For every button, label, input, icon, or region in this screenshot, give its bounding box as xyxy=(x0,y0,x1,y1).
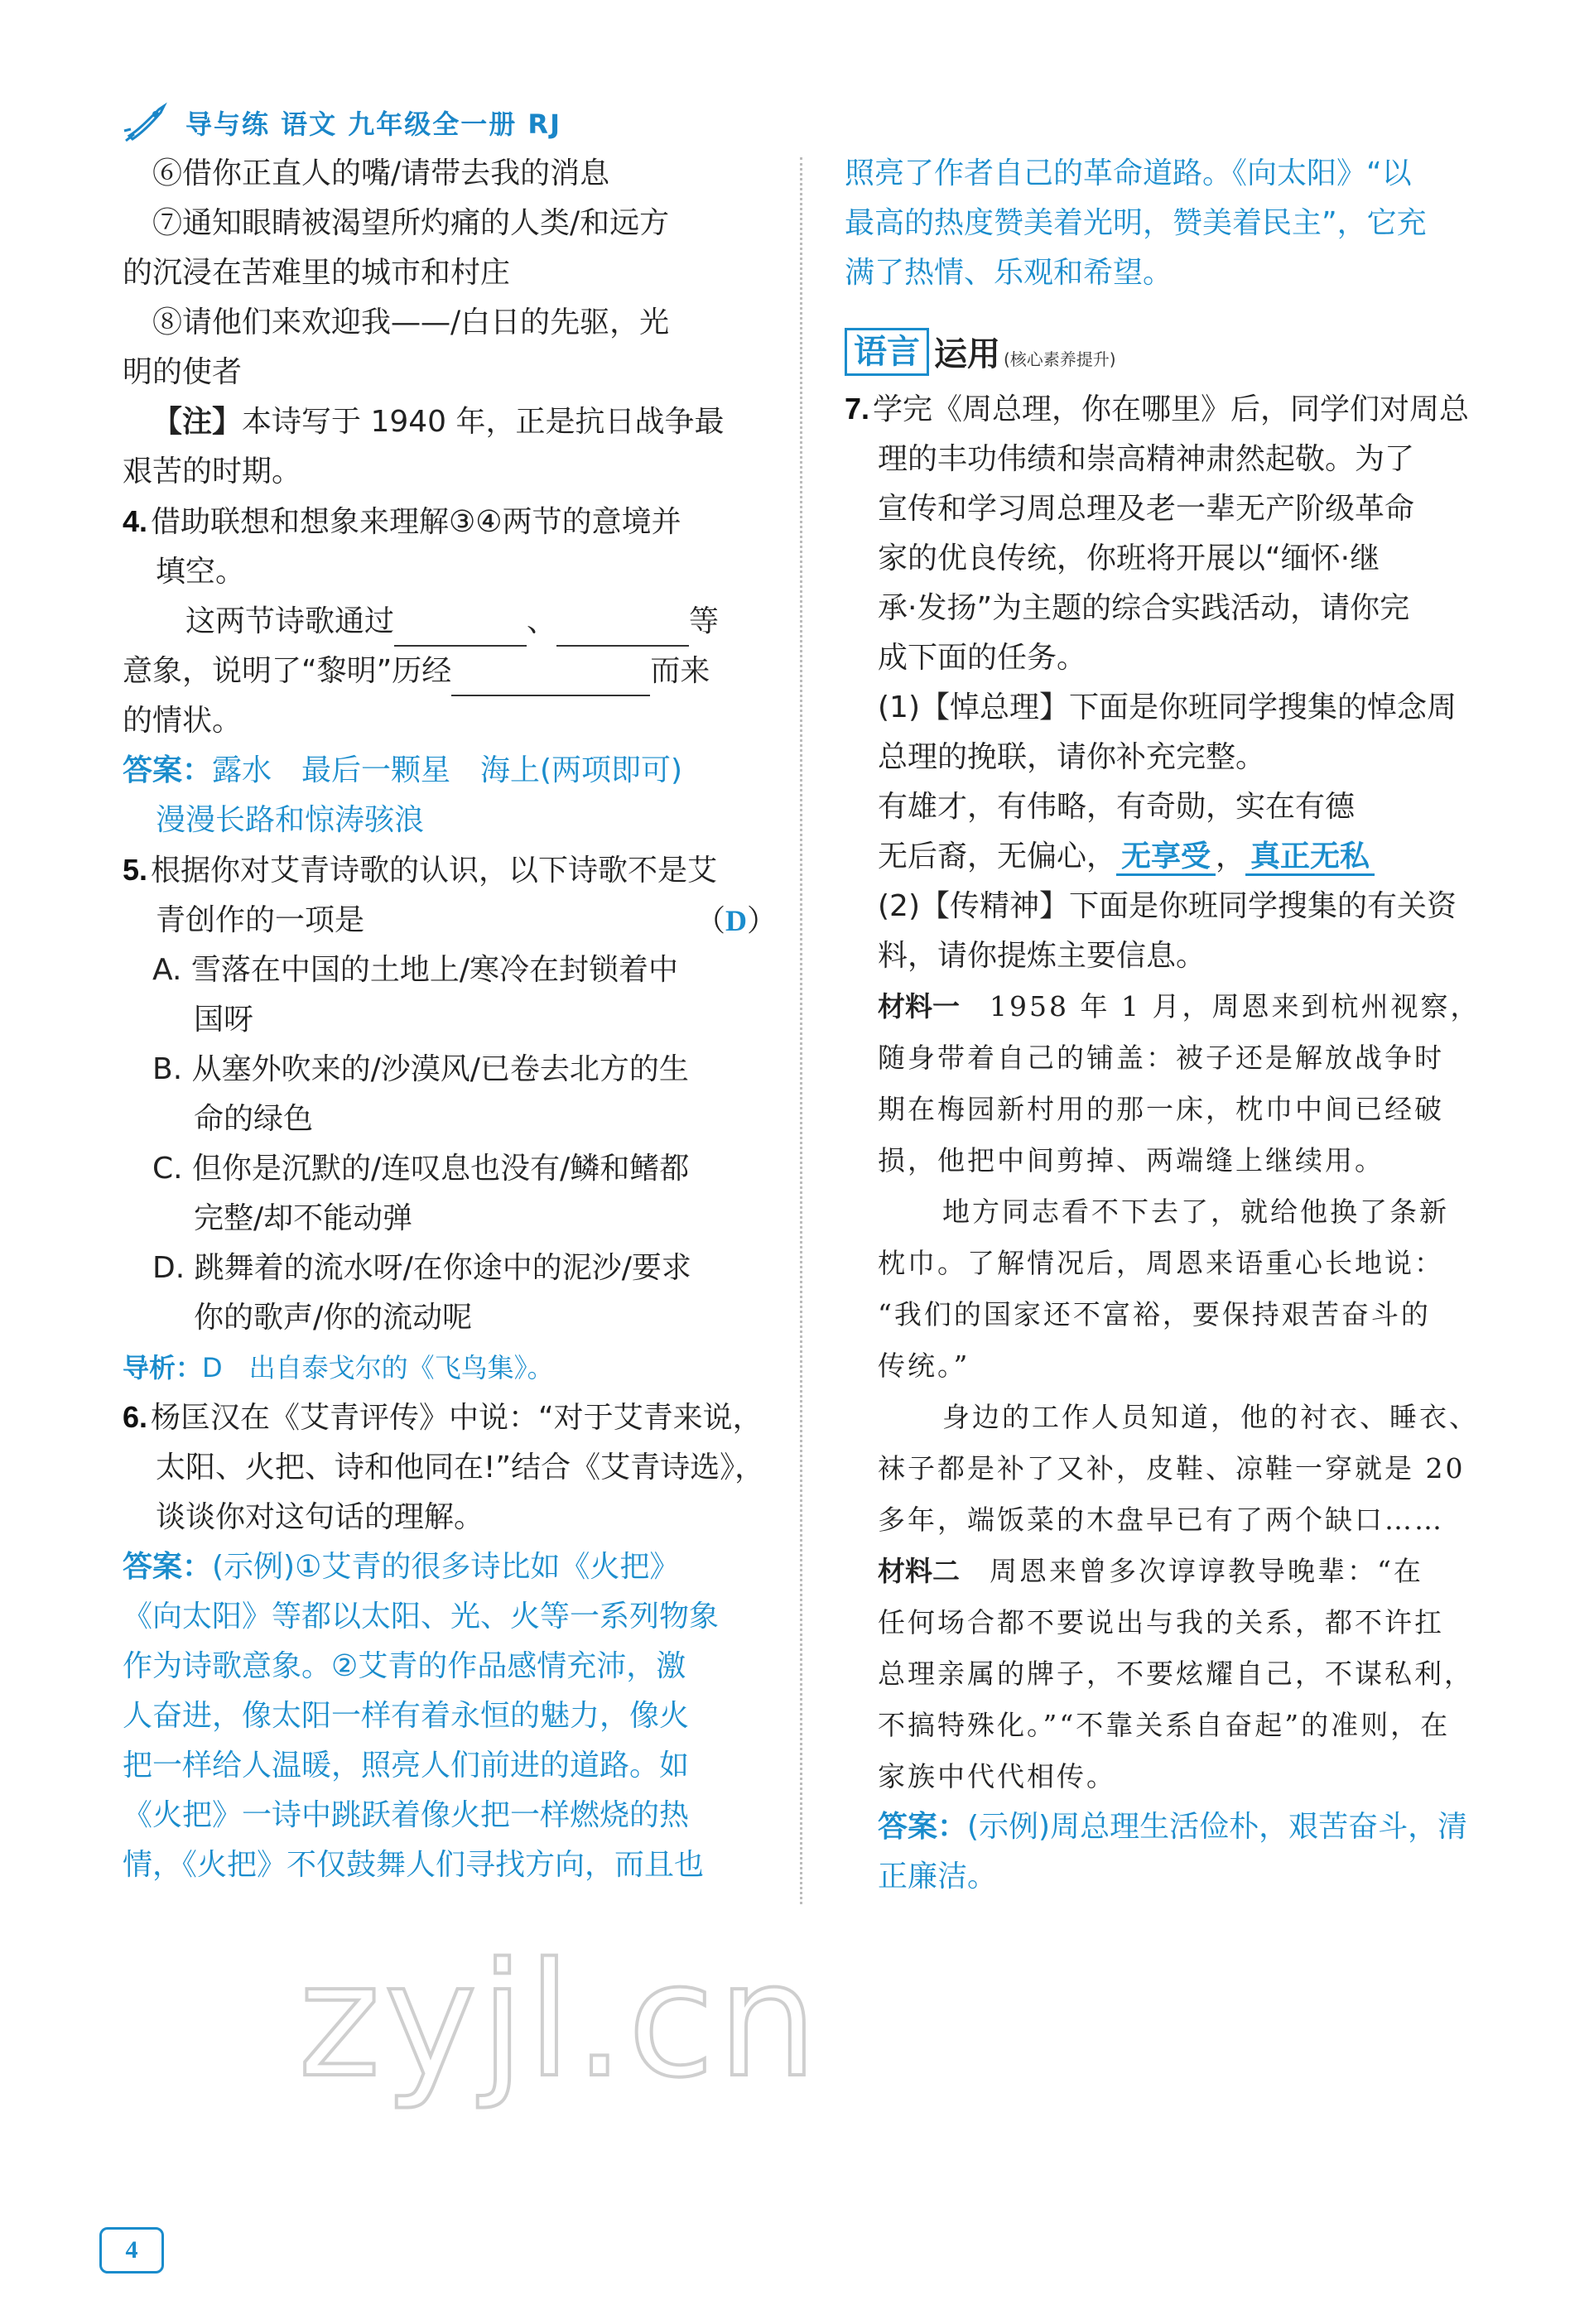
poem-line: 的沉浸在苦难里的城市和村庄 xyxy=(123,256,511,290)
poem-line: ⑧请他们来欢迎我——/白日的先驱，光 xyxy=(152,306,670,339)
guide xyxy=(123,1343,777,1393)
question-4 xyxy=(123,497,777,547)
choice-answer: D xyxy=(725,904,747,937)
book-title: 导与练 语文 九年级全一册 RJ xyxy=(185,108,561,140)
answer-text: 漫漫长路和惊涛骇浪 xyxy=(156,803,425,837)
subquestion-2: (2)【传精神】下面是你班同学搜集的有关资 xyxy=(878,889,1457,923)
fill-blank-line xyxy=(123,647,777,696)
section-box: 语言 xyxy=(845,328,929,376)
answer-blank[interactable] xyxy=(556,609,689,647)
material-text: 1958 年 1 月，周恩来到杭州视察， xyxy=(960,990,1481,1022)
material-line: 多年，端饭菜的木盘早已有了两个缺口…… xyxy=(878,1504,1444,1536)
question-number: 5. xyxy=(123,853,148,887)
material-line: 随身带着自己的铺盖：被子还是解放战争时 xyxy=(878,1042,1444,1074)
poem-line: ⑦通知眼睛被渴望所灼痛的人类/和远方 xyxy=(152,206,670,240)
option-d: D. 跳舞着的流水呀/在你途中的泥沙/要求 xyxy=(152,1251,691,1285)
couplet-line: 有雄才，有伟略，有奇勋，实在有德 xyxy=(878,790,1356,824)
paren-open: （ xyxy=(695,904,725,938)
option-a-cont: 国呀 xyxy=(194,1003,254,1037)
answer-continued: 最高的热度赞美着光明，赞美着民主”，它充 xyxy=(845,206,1427,240)
note-cont: 艰苦的时期。 xyxy=(123,455,302,488)
question-text: 青创作的一项是 xyxy=(156,903,365,937)
fill-text: 等 xyxy=(689,604,720,638)
question-5 xyxy=(123,845,777,896)
option-c: C. 但你是沉默的/连叹息也没有/鳞和鳍都 xyxy=(152,1152,690,1186)
question-text: 借助联想和想象来理解③④两节的意境并 xyxy=(151,505,681,539)
option-b: B. 从塞外吹来的/沙漠风/已卷去北方的生 xyxy=(152,1052,689,1086)
fill-text: 而来 xyxy=(650,654,710,688)
answer xyxy=(123,746,777,796)
material-line: 袜子都是补了又补，皮鞋、凉鞋一穿就是 20 xyxy=(878,1452,1466,1484)
rocket-icon xyxy=(123,98,172,147)
material-line: 期在梅园新村用的那一床，枕巾中间已经破 xyxy=(878,1093,1444,1125)
material-1 xyxy=(845,981,1499,1546)
question-7-cont: 承·发扬”为主题的综合实践活动，请你完 xyxy=(878,591,1410,625)
question-number: 4. xyxy=(123,504,148,538)
question-6 xyxy=(123,1393,777,1443)
material-label: 材料二 xyxy=(878,1555,960,1587)
fill-text: 、 xyxy=(527,604,557,638)
fill-text: 意象，说明了“黎明”历经 xyxy=(123,654,452,688)
question-7-cont: 宣传和学习周总理及老一辈无产阶级革命 xyxy=(878,492,1415,526)
fill-text: 的情状。 xyxy=(123,704,243,738)
question-6-cont: 太阳、火把、诗和他同在!”结合《艾青诗选》， xyxy=(156,1451,765,1484)
subquestion-1-cont: 总理的挽联，请你补充完整。 xyxy=(878,740,1266,774)
subquestion-1: (1)【悼总理】下面是你班同学搜集的悼念周 xyxy=(878,690,1457,724)
answer-text: 《火把》一诗中跳跃着像火把一样燃烧的热 xyxy=(123,1798,690,1832)
question-7 xyxy=(845,384,1499,435)
answer-blank[interactable] xyxy=(451,658,650,696)
answer-text: 把一样给人温暖，照亮人们前进的道路。如 xyxy=(123,1749,690,1783)
material-line: 不搞特殊化。”“不靠关系自奋起”的准则，在 xyxy=(878,1709,1451,1741)
question-text: 学完《周总理，你在哪里》后，同学们对周总 xyxy=(873,392,1470,426)
material-label: 材料一 xyxy=(878,990,960,1022)
question-text: 根据你对艾青诗歌的认识，以下诗歌不是艾 xyxy=(151,854,718,888)
question-6-cont: 谈谈你对这句话的理解。 xyxy=(156,1500,484,1534)
option-c-cont: 完整/却不能动弹 xyxy=(194,1201,413,1235)
answer-text: 作为诗歌意象。②艾青的作品感情充沛，激 xyxy=(123,1649,686,1683)
answer-text: 人奋进，像太阳一样有着永恒的魅力，像火 xyxy=(123,1699,690,1733)
page-header xyxy=(123,98,561,147)
answer-text: (示例)①艾青的很多诗比如《火把》 xyxy=(212,1550,680,1584)
fill-text: 这两节诗歌通过 xyxy=(185,604,395,638)
poem-line: 明的使者 xyxy=(123,355,243,389)
question-number: 6. xyxy=(123,1400,148,1434)
option-d-cont: 你的歌声/你的流动呢 xyxy=(194,1301,473,1335)
answer-text: 露水 最后一颗星 海上(两项即可) xyxy=(212,753,683,787)
material-line: 损，他把中间剪掉、两端缝上继续用。 xyxy=(878,1144,1385,1176)
material-line: 任何场合都不要说出与我的关系，都不许扛 xyxy=(878,1606,1444,1638)
note-label: 【注】 xyxy=(152,405,243,439)
question-text: 杨匡汉在《艾青评传》中说：“对于艾青来说， xyxy=(151,1401,763,1435)
answer-label: 答案： xyxy=(123,753,213,787)
subquestion-2-cont: 料，请你提炼主要信息。 xyxy=(878,939,1206,973)
answer-continued: 照亮了作者自己的革命道路。《向太阳》“以 xyxy=(845,156,1412,190)
answer-text: (示例)周总理生活俭朴，艰苦奋斗，清 xyxy=(967,1810,1468,1844)
couplet-comma: ， xyxy=(1216,840,1246,873)
answer-label: 答案： xyxy=(123,1550,213,1584)
column-divider xyxy=(800,157,802,1904)
answer xyxy=(123,1542,777,1592)
material-line: 地方同志看不下去了，就给他换了条新 xyxy=(942,1196,1449,1228)
question-5-cont xyxy=(123,896,777,945)
material-line: 身边的工作人员知道，他的衬衣、睡衣、 xyxy=(942,1401,1479,1433)
poem-line: ⑥借你正直人的嘴/请带去我的消息 xyxy=(152,156,610,190)
fill-blank-line xyxy=(123,597,777,647)
couplet-answer: 无享受 xyxy=(1116,840,1216,876)
answer-text: 情，《火把》不仅鼓舞人们寻找方向，而且也 xyxy=(123,1848,705,1882)
material-2 xyxy=(845,1546,1499,1802)
material-line: 枕巾。了解情况后，周恩来语重心长地说： xyxy=(878,1247,1444,1279)
answer-bracket xyxy=(696,896,777,946)
question-number: 7. xyxy=(845,392,870,426)
section-title: 运用 xyxy=(934,335,1000,373)
option-a: A. 雪落在中国的土地上/寒冷在封锁着中 xyxy=(152,953,679,987)
material-line: 总理亲属的牌子，不要炫耀自己，不谋私利， xyxy=(878,1658,1474,1690)
material-text: 周恩来曾多次谆谆教导晚辈：“在 xyxy=(960,1555,1423,1587)
note-text: 本诗写于 1940 年，正是抗日战争最 xyxy=(242,405,725,439)
material-line xyxy=(878,1546,1499,1597)
watermark: zyjl.cn xyxy=(298,1929,821,2112)
material-line: “我们的国家还不富裕，要保持艰苦奋斗的 xyxy=(878,1298,1431,1330)
note xyxy=(123,397,777,447)
answer-label: 答案： xyxy=(878,1810,968,1844)
answer-text: 正廉洁。 xyxy=(878,1860,998,1893)
question-4-cont: 填空。 xyxy=(156,555,246,589)
question-7-cont: 成下面的任务。 xyxy=(878,641,1087,675)
question-7-cont: 家的优良传统，你班将开展以“缅怀·继 xyxy=(878,541,1380,575)
guide-text: D 出自泰戈尔的《飞鸟集》。 xyxy=(202,1352,554,1383)
answer xyxy=(845,1802,1499,1852)
answer-blank[interactable] xyxy=(394,609,527,647)
material-line: 传统。” xyxy=(878,1350,970,1382)
couplet-text: 无后裔，无偏心， xyxy=(878,840,1117,873)
answer-text: 《向太阳》等都以太阳、光、火等一系列物象 xyxy=(123,1600,720,1634)
page-number: 4 xyxy=(99,2227,164,2273)
material-line xyxy=(878,981,1499,1032)
material-line: 家族中代代相传。 xyxy=(878,1760,1116,1792)
left-column xyxy=(123,149,777,1890)
section-header xyxy=(845,311,1499,376)
paren-close: ） xyxy=(746,904,777,938)
answer-continued: 满了热情、乐观和希望。 xyxy=(845,256,1173,290)
option-b-cont: 命的绿色 xyxy=(194,1102,314,1136)
right-column xyxy=(845,149,1499,1902)
couplet-answer: 真正无私 xyxy=(1245,840,1375,876)
section-subtitle: (核心素养提升) xyxy=(1004,349,1116,369)
couplet-line xyxy=(845,832,1499,882)
guide-label: 导析： xyxy=(123,1352,203,1383)
question-7-cont: 理的丰功伟绩和崇高精神肃然起敬。为了 xyxy=(878,442,1415,476)
